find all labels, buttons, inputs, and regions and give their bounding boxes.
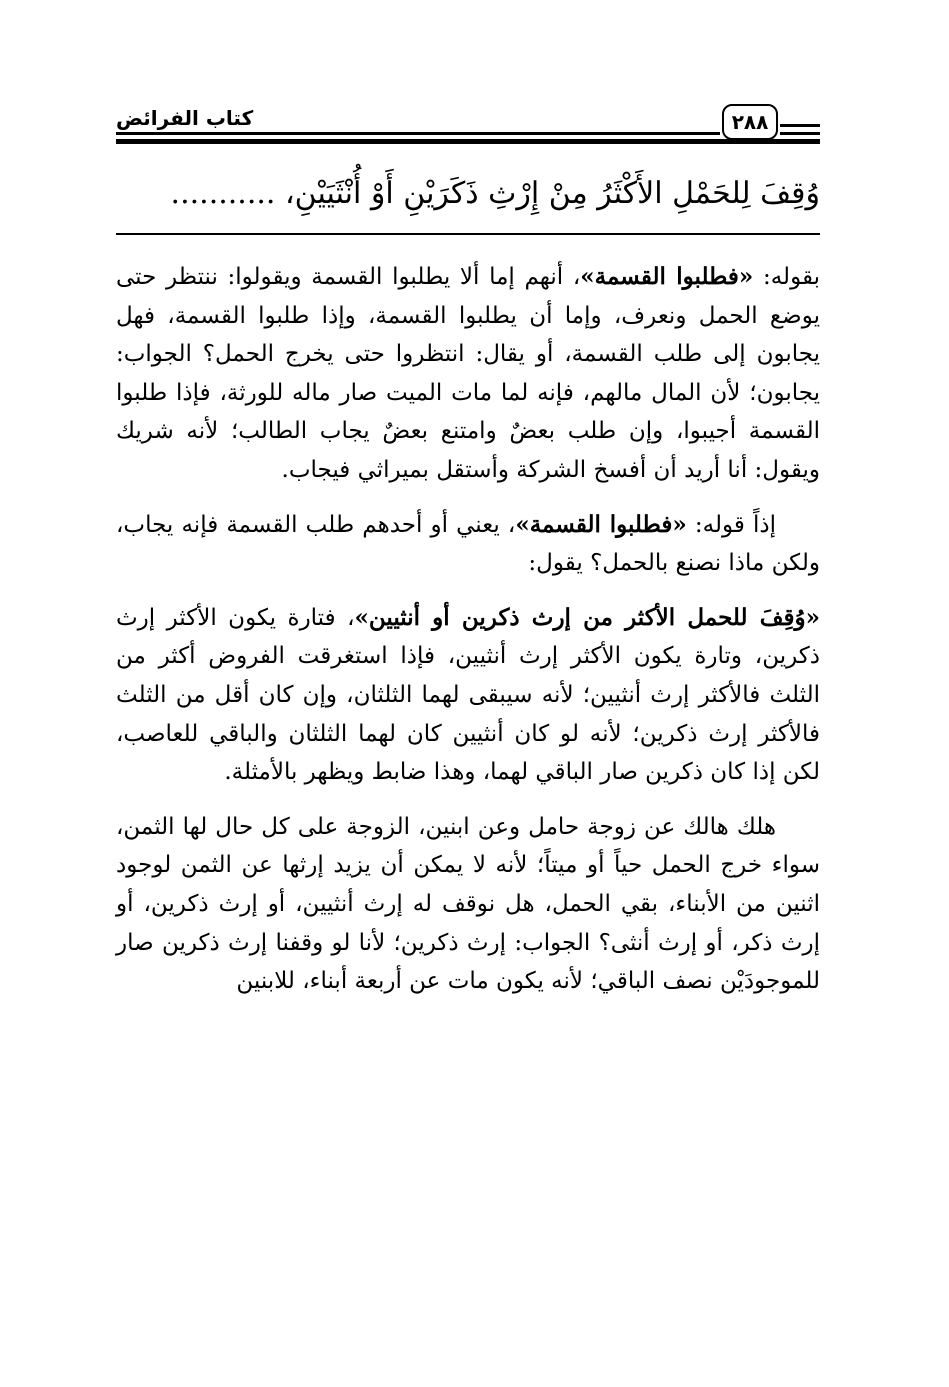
paragraph-3-text: ، فتارة يكون الأكثر إرث ذكرين، وتارة يكون الأكثر إرث أنثيين، فإذا استغرقت الفروض أكثر من الثلث فالأكثر إرث أنثيين؛ لأنه سيبقى لهما الثلثان، وإن كان أقل من الثلث فالأكثر إرث ذكرين؛ لأنه لو كان أنثيين كان لهما الثلثان والباقي للعاصب، لكن إذا كان ذكرين صار الباقي لهما، وهذا ضابط ويظهر بالأمثلة. — [116, 604, 820, 786]
paragraph-2-text: ، يعني أو أحدهم طلب القسمة فإنه يجاب، ولكن ماذا نصنع بالحمل؟ يقول: — [116, 511, 820, 577]
paragraph-3-quote: «وُقِفَ للحمل الأكثر من إرث ذكرين أو أنثيين» — [354, 603, 820, 631]
matn-line: وُقِفَ لِلحَمْلِ الأَكْثَرُ مِنْ إِرْثِ ذَكَرَيْنِ أَوْ أُنْثَيَيْنِ، ........... — [170, 176, 820, 211]
header-rule-thin — [116, 132, 720, 135]
paragraph-1-text: ، أنهم إما ألا يطلبوا القسمة ويقولوا: ننتظر حتى يوضع الحمل ونعرف، وإما أن يطلبوا القسمة، وإذا طلبوا القسمة، فهل يجابون إلى طلب القسمة، أو يقال: انتظروا حتى يخرج الحمل؟ الجواب: يجابون؛ لأن المال مالهم، فإنه لما مات الميت صار ماله للورثة، فإذا طلبوا القسمة أجيبوا، وإن طلب بعضٌ وامتنع بعضٌ يجاب الطالب؛ لأنه شريك ويقول: أنا أريد أن أفسخ الشركة وأستقل بميراثي فيجاب. — [116, 264, 820, 483]
header-rule-thick — [116, 139, 820, 144]
header-stub-lower — [780, 132, 820, 135]
matn-separator — [116, 233, 820, 235]
paragraph-3 — [116, 599, 820, 792]
header-stub-upper — [780, 124, 820, 127]
page-header — [116, 104, 820, 154]
paragraph-4: هلك هالك عن زوجة حامل وعن ابنين، الزوجة على كل حال لها الثمن، سواء خرج الحمل حياً أو ميتاً؛ لأنه لا يمكن أن يزيد إرثها عن الثمن لوجود اثنين من الأبناء، بقي الحمل، هل نوقف له إرث أنثيين، أو إرث ذكرين، أو إرث ذكر، أو إرث أنثى؟ الجواب: إرث ذكرين؛ لأنا لو وقفنا إرث ذكرين صار للموجودَيْن نصف الباقي؛ لأنه يكون مات عن أربعة أبناء، للابنين — [116, 813, 820, 995]
paragraph-2-lead: إذاً قوله: — [686, 511, 777, 538]
paragraph-1-lead: بقوله: — [753, 264, 820, 290]
commentary-body — [116, 258, 820, 1010]
paragraph-2-quote: «فطلبوا القسمة» — [515, 510, 687, 538]
paragraph-1 — [116, 258, 820, 490]
paragraph-1-quote: «فطلبوا القسمة» — [580, 263, 754, 290]
book-title: كتاب الفرائض — [116, 106, 254, 130]
page-number: ٢٨٨ — [722, 104, 778, 140]
paragraph-2 — [116, 506, 820, 583]
